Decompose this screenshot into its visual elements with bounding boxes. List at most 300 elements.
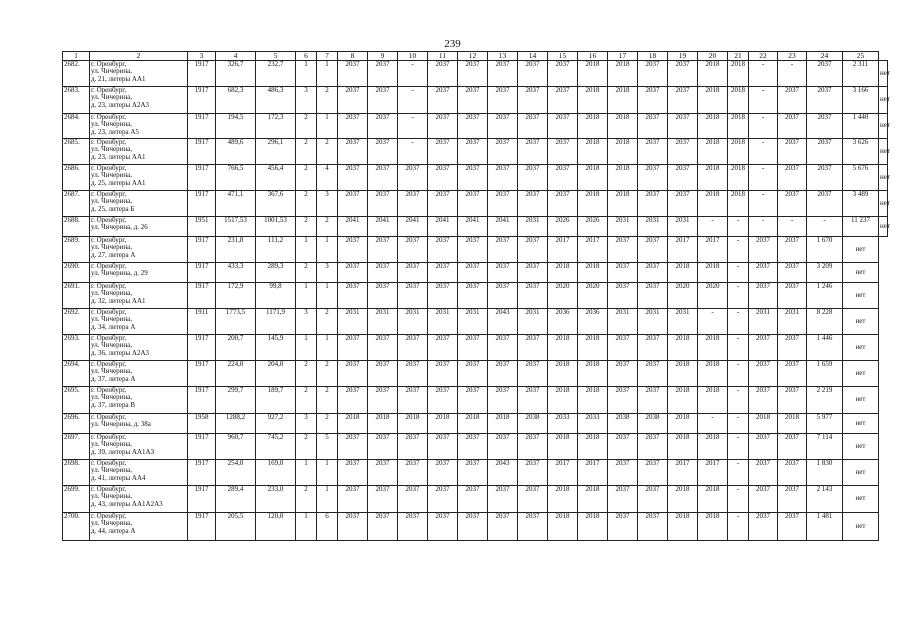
address-cell	[90, 61, 188, 87]
value-cell: 2018	[338, 414, 368, 434]
value-cell: 1 446	[807, 335, 843, 361]
column-header: 7	[317, 52, 338, 61]
column-header: 20	[698, 52, 728, 61]
value-cell: 1917	[188, 335, 216, 361]
value-cell: 486,3	[256, 87, 296, 114]
address-cell	[90, 335, 188, 361]
value-cell: 2037	[778, 361, 807, 387]
value-cell: 2037	[458, 335, 488, 361]
value-cell: 2037	[398, 191, 428, 217]
value-cell: 189,7	[256, 387, 296, 414]
value-cell: 2037	[428, 361, 458, 387]
value-cell: 2037	[428, 486, 458, 513]
value-cell: -	[398, 61, 428, 87]
value-cell: 2037	[548, 191, 578, 217]
value-cell: 1 246	[807, 283, 843, 309]
value-cell: 2018	[578, 165, 608, 191]
value-cell: 2037	[608, 237, 638, 263]
value-cell: 2037	[608, 387, 638, 414]
value-cell: 2037	[488, 513, 518, 541]
address-line: г. Оренбург,	[91, 334, 127, 342]
address-cell	[90, 139, 188, 165]
value-cell: 2037	[488, 486, 518, 513]
value-cell: 2037	[638, 361, 668, 387]
value-cell: 1917	[188, 87, 216, 114]
value-cell: 2018	[608, 139, 638, 165]
value-cell: 2018	[608, 165, 638, 191]
value-cell: 2037	[518, 283, 548, 309]
value-cell: 2037	[368, 387, 398, 414]
address-line: ул. Чичерина,	[91, 171, 132, 180]
value-cell: 2018	[698, 263, 728, 283]
value-cell: 2037	[338, 335, 368, 361]
value-cell: 2037	[368, 191, 398, 217]
value-cell: 99,8	[256, 283, 296, 309]
value-cell: 2037	[807, 165, 843, 191]
value-cell: 1 670	[807, 237, 843, 263]
value-cell: 489,6	[216, 139, 256, 165]
value-cell: 2041	[458, 217, 488, 237]
address-line: ул. Чичерина,	[91, 466, 132, 475]
table-row	[63, 486, 888, 513]
value-cell: 2031	[458, 309, 488, 335]
value-cell: 2031	[398, 309, 428, 335]
value-cell: 1171,9	[256, 309, 296, 335]
column-header: 18	[638, 52, 668, 61]
address-line: д. 37, литера А	[91, 374, 136, 383]
value-cell: 2018	[608, 191, 638, 217]
value-cell: 2037	[338, 486, 368, 513]
value-cell: 2037	[638, 513, 668, 541]
value-cell: 2037	[608, 361, 638, 387]
address-line: ул. Чичерина,	[91, 67, 132, 76]
value-cell: нет	[879, 139, 888, 165]
address-line: ул. Чичерина,	[91, 289, 132, 298]
value-cell: 2037	[398, 434, 428, 460]
value-cell: 1917	[188, 191, 216, 217]
value-cell: -	[749, 87, 778, 114]
value-cell: 2037	[338, 139, 368, 165]
value-cell: 2037	[368, 61, 398, 87]
address-cell	[90, 513, 188, 541]
value-cell: 2037	[458, 61, 488, 87]
value-cell: 2037	[488, 361, 518, 387]
value-cell: 145,9	[256, 335, 296, 361]
address-line: д. 39, литеры АА1А3	[91, 447, 155, 456]
value-cell: 299,7	[216, 387, 256, 414]
value-cell: 2037	[488, 61, 518, 87]
value-cell: 2037	[749, 335, 778, 361]
value-cell: 2037	[807, 61, 843, 87]
value-cell: -	[698, 217, 728, 237]
value-cell: 2	[317, 361, 338, 387]
value-cell: 2037	[749, 513, 778, 541]
value-cell: 2	[296, 217, 317, 237]
column-header: 9	[368, 52, 398, 61]
value-cell: -	[728, 335, 749, 361]
value-cell: 2018	[578, 114, 608, 139]
value-cell: 2018	[668, 513, 698, 541]
value-cell: 2037	[428, 460, 458, 486]
value-cell: 2018	[728, 87, 749, 114]
value-cell: -	[728, 237, 749, 263]
value-cell: 2037	[778, 283, 807, 309]
value-cell: 2018	[548, 434, 578, 460]
value-cell: 2037	[428, 335, 458, 361]
row-number: 2683.	[63, 87, 90, 114]
value-cell: 3	[317, 191, 338, 217]
value-cell: -	[728, 283, 749, 309]
value-cell: -	[728, 434, 749, 460]
value-cell: 1917	[188, 237, 216, 263]
value-cell: 2031	[518, 217, 548, 237]
address-cell	[90, 237, 188, 263]
value-cell: 2037	[638, 387, 668, 414]
value-cell: 2037	[488, 434, 518, 460]
value-cell: 2037	[488, 263, 518, 283]
address-line: ул. Чичерина,	[91, 93, 132, 102]
value-cell: 1917	[188, 114, 216, 139]
value-cell: 1	[317, 114, 338, 139]
value-cell: 2018	[698, 361, 728, 387]
value-cell: 2018	[698, 486, 728, 513]
value-cell: 2018	[698, 114, 728, 139]
value-cell: 2037	[428, 263, 458, 283]
value-cell: 471,1	[216, 191, 256, 217]
row-number: 2684.	[63, 114, 90, 139]
row-number: 2698.	[63, 460, 90, 486]
value-cell: 2 311	[843, 61, 879, 87]
value-cell: 1 830	[807, 460, 843, 486]
value-cell: 5 676	[843, 165, 879, 191]
value-cell: 2037	[368, 165, 398, 191]
address-line: ул. Чичерина,	[91, 519, 132, 528]
value-cell: 2	[317, 414, 338, 434]
address-cell	[90, 309, 188, 335]
value-cell: 2037	[778, 191, 807, 217]
value-cell: 2037	[428, 191, 458, 217]
value-cell: 2037	[518, 513, 548, 541]
value-cell: 2037	[398, 486, 428, 513]
row-number: 2688.	[63, 217, 90, 237]
value-cell: 2037	[428, 87, 458, 114]
value-cell: 960,7	[216, 434, 256, 460]
value-cell: 2031	[338, 309, 368, 335]
value-cell: 2018	[488, 414, 518, 434]
value-cell: 1917	[188, 263, 216, 283]
address-line: ул. Чичерина, д. 38а	[91, 420, 151, 429]
value-cell: 231,8	[216, 237, 256, 263]
value-cell: -	[728, 414, 749, 434]
value-cell: 2037	[638, 114, 668, 139]
value-cell: 120,0	[256, 513, 296, 541]
value-cell: 1 481	[807, 513, 843, 541]
value-cell: 3	[296, 87, 317, 114]
value-cell: 1	[296, 513, 317, 541]
value-cell: 289,4	[216, 486, 256, 513]
value-cell: 2037	[368, 237, 398, 263]
value-cell: 2018	[548, 513, 578, 541]
value-cell: 2037	[608, 434, 638, 460]
column-header: 4	[216, 52, 256, 61]
value-cell: 2018	[578, 361, 608, 387]
value-cell: 1773,5	[216, 309, 256, 335]
value-cell: 2037	[778, 114, 807, 139]
value-cell: 3 626	[843, 139, 879, 165]
value-cell: 2037	[458, 513, 488, 541]
value-cell: 8 228	[807, 309, 843, 335]
value-cell: 2018	[698, 165, 728, 191]
value-cell: 2	[296, 139, 317, 165]
address-cell	[90, 283, 188, 309]
value-cell: 2018	[548, 486, 578, 513]
row-number: 2691.	[63, 283, 90, 309]
column-header: 8	[338, 52, 368, 61]
address-line: г. Оренбург,	[91, 433, 127, 441]
value-cell: 1288,2	[216, 414, 256, 434]
value-cell: 2 219	[807, 387, 843, 414]
value-cell: 2037	[488, 283, 518, 309]
value-cell: 2043	[488, 460, 518, 486]
value-cell: 2037	[518, 335, 548, 361]
value-cell: 2037	[428, 114, 458, 139]
value-cell: 2037	[428, 513, 458, 541]
column-header: 5	[256, 52, 296, 61]
value-cell: 2037	[807, 139, 843, 165]
table-row	[63, 309, 888, 335]
value-cell: 2	[296, 361, 317, 387]
value-cell: 2036	[548, 309, 578, 335]
value-cell: 111,2	[256, 237, 296, 263]
address-line: д. 43, литеры АА1А2А3	[91, 499, 163, 508]
value-cell: 2018	[578, 387, 608, 414]
value-cell: 2037	[488, 387, 518, 414]
value-cell: 1911	[188, 309, 216, 335]
value-cell: 2031	[368, 309, 398, 335]
address-line: ул. Чичерина,	[91, 341, 132, 350]
value-cell: 2037	[749, 237, 778, 263]
value-cell: 2017	[668, 460, 698, 486]
value-cell: 2017	[698, 237, 728, 263]
value-cell: 2033	[578, 414, 608, 434]
column-header: 10	[398, 52, 428, 61]
value-cell: 2037	[638, 61, 668, 87]
address-cell	[90, 165, 188, 191]
value-cell: 2037	[778, 335, 807, 361]
value-cell: 2037	[548, 61, 578, 87]
value-cell: 2037	[668, 165, 698, 191]
value-cell: 2018	[668, 263, 698, 283]
address-cell	[90, 434, 188, 460]
value-cell: 2018	[728, 61, 749, 87]
value-cell: 2037	[518, 361, 548, 387]
value-cell: 2037	[338, 61, 368, 87]
column-header: 19	[668, 52, 698, 61]
register-table	[62, 51, 888, 541]
value-cell: 2037	[518, 237, 548, 263]
value-cell: -	[728, 263, 749, 283]
value-cell: 2	[317, 217, 338, 237]
value-cell: 1 659	[807, 361, 843, 387]
value-cell: 2043	[488, 309, 518, 335]
value-cell: 2038	[608, 414, 638, 434]
value-cell: 2037	[368, 87, 398, 114]
address-line: ул. Чичерина,	[91, 197, 132, 206]
value-cell: 2037	[608, 263, 638, 283]
row-number: 2696.	[63, 414, 90, 434]
value-cell: 2037	[488, 335, 518, 361]
address-line: ул. Чичерина,	[91, 367, 132, 376]
value-cell: 1917	[188, 361, 216, 387]
value-cell: 2018	[578, 191, 608, 217]
table-row	[63, 191, 888, 217]
column-header: 12	[458, 52, 488, 61]
value-cell: 3 166	[843, 87, 879, 114]
value-cell: 3	[296, 309, 317, 335]
value-cell: 2017	[578, 237, 608, 263]
row-number: 2692.	[63, 309, 90, 335]
value-cell: -	[749, 114, 778, 139]
column-header: 22	[749, 52, 778, 61]
value-cell: 2037	[338, 283, 368, 309]
value-cell: 2031	[638, 309, 668, 335]
value-cell: -	[728, 217, 749, 237]
address-cell	[90, 263, 188, 283]
address-line: г. Оренбург,	[91, 459, 127, 467]
table-row	[63, 61, 888, 87]
address-line: д. 34, литера А	[91, 322, 136, 331]
column-header: 23	[778, 52, 807, 61]
value-cell: 169,0	[256, 460, 296, 486]
value-cell: 2018	[698, 434, 728, 460]
address-line: д. 41, литеры АА4	[91, 473, 146, 482]
value-cell: 232,7	[256, 61, 296, 87]
value-cell: 1917	[188, 460, 216, 486]
value-cell: -	[728, 460, 749, 486]
value-cell: 2020	[548, 283, 578, 309]
table-row	[63, 434, 888, 460]
value-cell: 2037	[638, 335, 668, 361]
value-cell: нет	[879, 217, 888, 237]
value-cell: 2037	[749, 460, 778, 486]
address-line: д. 25, литера Б	[91, 204, 135, 213]
value-cell: 1	[317, 486, 338, 513]
value-cell: 2037	[398, 335, 428, 361]
value-cell: 2	[296, 165, 317, 191]
address-line: г. Оренбург,	[91, 216, 127, 224]
value-cell: нет	[843, 387, 879, 414]
address-cell	[90, 361, 188, 387]
value-cell: 2031	[668, 217, 698, 237]
value-cell: 2037	[338, 237, 368, 263]
address-line: г. Оренбург,	[91, 386, 127, 394]
value-cell: 2037	[638, 87, 668, 114]
value-cell: 2037	[458, 237, 488, 263]
column-header: 14	[518, 52, 548, 61]
value-cell: 367,6	[256, 191, 296, 217]
value-cell: -	[749, 217, 778, 237]
value-cell: 2037	[368, 486, 398, 513]
value-cell: 2018	[698, 387, 728, 414]
value-cell: 1	[296, 237, 317, 263]
address-cell	[90, 486, 188, 513]
address-line: д. 23, литеры А2А3	[91, 100, 150, 109]
value-cell: 2	[296, 387, 317, 414]
address-line: д. 23, литера А5	[91, 127, 139, 136]
value-cell: 1	[296, 61, 317, 87]
column-header: 11	[428, 52, 458, 61]
value-cell: 2037	[338, 191, 368, 217]
value-cell: 2018	[548, 361, 578, 387]
value-cell: 1	[317, 237, 338, 263]
address-cell	[90, 460, 188, 486]
value-cell: 2033	[548, 414, 578, 434]
value-cell: 2037	[518, 263, 548, 283]
value-cell: 2037	[518, 434, 548, 460]
address-line: ул. Чичерина,	[91, 393, 132, 402]
value-cell: 2037	[518, 191, 548, 217]
value-cell: 2037	[458, 139, 488, 165]
value-cell: 2037	[608, 335, 638, 361]
value-cell: -	[749, 61, 778, 87]
value-cell: 2037	[338, 114, 368, 139]
value-cell: 2037	[548, 139, 578, 165]
value-cell: 2037	[338, 87, 368, 114]
value-cell: 2037	[488, 165, 518, 191]
value-cell: 296,1	[256, 139, 296, 165]
value-cell: 2037	[778, 486, 807, 513]
table-row	[63, 139, 888, 165]
value-cell: 2017	[548, 460, 578, 486]
address-line: ул. Чичерина,	[91, 120, 132, 129]
value-cell: 2017	[698, 460, 728, 486]
value-cell: 2018	[778, 414, 807, 434]
value-cell: 2037	[638, 486, 668, 513]
table-row	[63, 263, 888, 283]
value-cell: 1917	[188, 61, 216, 87]
value-cell: 2018	[698, 139, 728, 165]
value-cell: 2037	[458, 434, 488, 460]
address-line: ул. Чичерина,	[91, 492, 132, 501]
column-header: 3	[188, 52, 216, 61]
value-cell: 2036	[578, 309, 608, 335]
value-cell: 2037	[668, 139, 698, 165]
value-cell: 224,0	[216, 361, 256, 387]
value-cell: 2018	[578, 434, 608, 460]
row-number: 2682.	[63, 61, 90, 87]
row-number: 2689.	[63, 237, 90, 263]
value-cell: 2037	[668, 87, 698, 114]
value-cell: 2037	[368, 513, 398, 541]
value-cell: 2031	[749, 309, 778, 335]
value-cell: 2037	[749, 361, 778, 387]
column-header: 13	[488, 52, 518, 61]
address-line: д. 21, литеры АА1	[91, 74, 146, 83]
value-cell: -	[807, 217, 843, 237]
value-cell: 2037	[458, 387, 488, 414]
value-cell: 2037	[749, 387, 778, 414]
value-cell: 2018	[578, 139, 608, 165]
value-cell: 2026	[578, 217, 608, 237]
value-cell: 2037	[608, 513, 638, 541]
table-row	[63, 414, 888, 434]
value-cell: 2037	[368, 139, 398, 165]
value-cell: 2018	[608, 114, 638, 139]
value-cell: 2018	[428, 414, 458, 434]
value-cell: 5 977	[807, 414, 843, 434]
value-cell: 2017	[668, 237, 698, 263]
address-cell	[90, 217, 188, 237]
